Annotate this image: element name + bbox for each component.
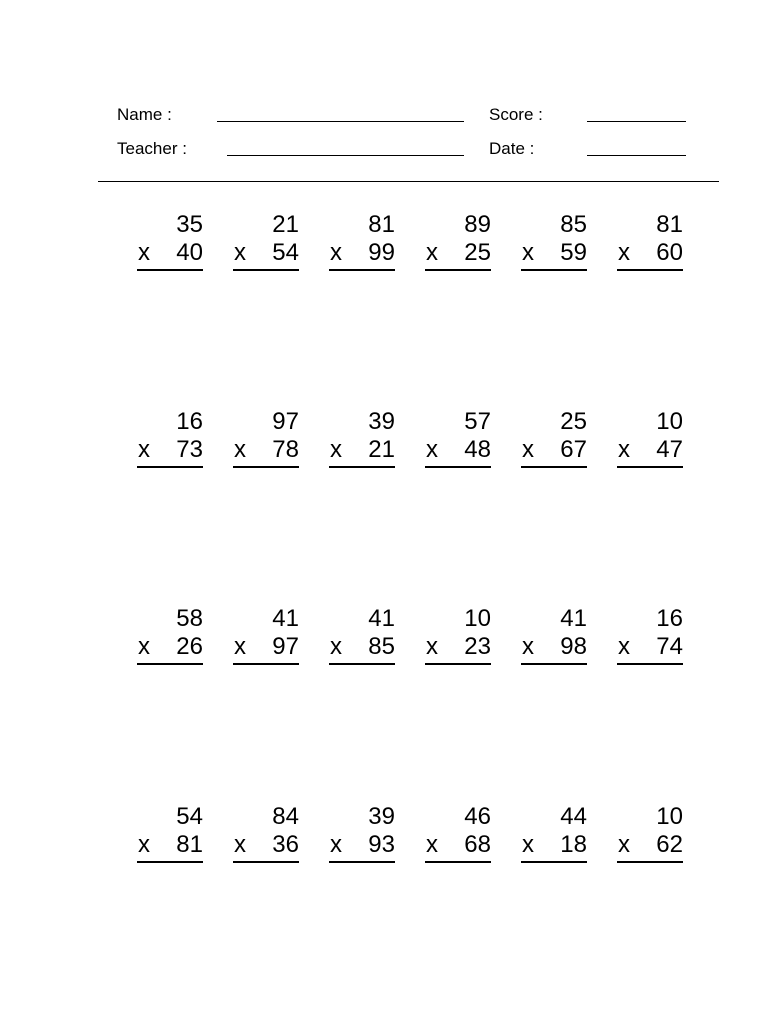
multiplier: 97 — [272, 633, 299, 660]
multiplication-problem — [425, 605, 491, 667]
multiplicand: 97 — [272, 408, 299, 435]
multiplicand: 35 — [176, 211, 203, 238]
times-sign: x — [234, 831, 246, 858]
multiplicand: 41 — [560, 605, 587, 632]
multiplication-problem — [425, 408, 491, 470]
answer-line[interactable] — [425, 861, 491, 863]
answer-line[interactable] — [329, 861, 395, 863]
answer-line[interactable] — [425, 466, 491, 468]
multiplication-problem — [521, 803, 587, 865]
multiplier: 74 — [656, 633, 683, 660]
multiplicand: 39 — [368, 803, 395, 830]
multiplication-problem — [617, 211, 683, 273]
multiplier: 48 — [464, 436, 491, 463]
multiplicand: 44 — [560, 803, 587, 830]
multiplier: 85 — [368, 633, 395, 660]
multiplication-problem — [521, 211, 587, 273]
multiplier: 62 — [656, 831, 683, 858]
multiplicand: 10 — [656, 408, 683, 435]
answer-line[interactable] — [521, 663, 587, 665]
times-sign: x — [138, 239, 150, 266]
multiplication-problem — [425, 803, 491, 865]
times-sign: x — [426, 239, 438, 266]
name-label: Name : — [117, 105, 172, 124]
multiplication-problem — [617, 605, 683, 667]
answer-line[interactable] — [233, 663, 299, 665]
multiplier: 25 — [464, 239, 491, 266]
multiplicand: 46 — [464, 803, 491, 830]
answer-line[interactable] — [137, 269, 203, 271]
answer-line[interactable] — [617, 663, 683, 665]
times-sign: x — [234, 436, 246, 463]
multiplicand: 81 — [368, 211, 395, 238]
multiplicand: 41 — [272, 605, 299, 632]
times-sign: x — [618, 239, 630, 266]
multiplier: 23 — [464, 633, 491, 660]
multiplicand: 58 — [176, 605, 203, 632]
times-sign: x — [522, 633, 534, 660]
multiplication-problem — [329, 605, 395, 667]
times-sign: x — [330, 436, 342, 463]
answer-line[interactable] — [521, 269, 587, 271]
times-sign: x — [138, 633, 150, 660]
times-sign: x — [426, 831, 438, 858]
multiplication-problem — [233, 211, 299, 273]
answer-line[interactable] — [521, 861, 587, 863]
times-sign: x — [234, 239, 246, 266]
multiplier: 67 — [560, 436, 587, 463]
multiplicand: 25 — [560, 408, 587, 435]
multiplier: 81 — [176, 831, 203, 858]
multiplier: 21 — [368, 436, 395, 463]
multiplication-problem — [137, 803, 203, 865]
multiplicand: 21 — [272, 211, 299, 238]
times-sign: x — [330, 831, 342, 858]
times-sign: x — [618, 436, 630, 463]
multiplier: 73 — [176, 436, 203, 463]
multiplication-problem — [521, 408, 587, 470]
multiplicand: 39 — [368, 408, 395, 435]
multiplication-problem — [137, 605, 203, 667]
multiplicand: 84 — [272, 803, 299, 830]
times-sign: x — [426, 436, 438, 463]
answer-line[interactable] — [425, 663, 491, 665]
multiplication-problem — [425, 211, 491, 273]
multiplicand: 41 — [368, 605, 395, 632]
answer-line[interactable] — [137, 663, 203, 665]
teacher-label: Teacher : — [117, 139, 187, 158]
answer-line[interactable] — [521, 466, 587, 468]
multiplication-problem — [329, 408, 395, 470]
multiplication-problem — [233, 408, 299, 470]
answer-line[interactable] — [425, 269, 491, 271]
multiplicand: 85 — [560, 211, 587, 238]
times-sign: x — [330, 633, 342, 660]
multiplicand: 10 — [656, 803, 683, 830]
answer-line[interactable] — [233, 269, 299, 271]
multiplication-problem — [233, 803, 299, 865]
times-sign: x — [330, 239, 342, 266]
answer-line[interactable] — [137, 861, 203, 863]
times-sign: x — [522, 831, 534, 858]
multiplier: 99 — [368, 239, 395, 266]
multiplication-problem — [329, 211, 395, 273]
multiplicand: 10 — [464, 605, 491, 632]
answer-line[interactable] — [329, 269, 395, 271]
multiplier: 54 — [272, 239, 299, 266]
multiplicand: 57 — [464, 408, 491, 435]
multiplicand: 81 — [656, 211, 683, 238]
answer-line[interactable] — [137, 466, 203, 468]
answer-line[interactable] — [329, 466, 395, 468]
multiplication-problem — [137, 408, 203, 470]
multiplier: 78 — [272, 436, 299, 463]
multiplication-problem — [137, 211, 203, 273]
multiplication-problem — [233, 605, 299, 667]
multiplier: 26 — [176, 633, 203, 660]
multiplier: 93 — [368, 831, 395, 858]
answer-line[interactable] — [329, 663, 395, 665]
answer-line[interactable] — [233, 466, 299, 468]
multiplier: 68 — [464, 831, 491, 858]
multiplier: 59 — [560, 239, 587, 266]
times-sign: x — [138, 436, 150, 463]
answer-line[interactable] — [233, 861, 299, 863]
answer-line[interactable] — [617, 269, 683, 271]
multiplication-problem — [617, 408, 683, 470]
answer-line[interactable] — [617, 466, 683, 468]
multiplicand: 54 — [176, 803, 203, 830]
multiplier: 60 — [656, 239, 683, 266]
multiplication-problem — [521, 605, 587, 667]
multiplicand: 16 — [176, 408, 203, 435]
times-sign: x — [138, 831, 150, 858]
multiplier: 36 — [272, 831, 299, 858]
multiplier: 47 — [656, 436, 683, 463]
times-sign: x — [234, 633, 246, 660]
answer-line[interactable] — [617, 861, 683, 863]
multiplier: 40 — [176, 239, 203, 266]
times-sign: x — [618, 633, 630, 660]
multiplicand: 89 — [464, 211, 491, 238]
date-label: Date : — [489, 139, 535, 158]
multiplier: 18 — [560, 831, 587, 858]
multiplicand: 16 — [656, 605, 683, 632]
multiplication-problem — [329, 803, 395, 865]
score-label: Score : — [489, 105, 543, 124]
multiplication-problem — [617, 803, 683, 865]
multiplier: 98 — [560, 633, 587, 660]
times-sign: x — [618, 831, 630, 858]
times-sign: x — [426, 633, 438, 660]
times-sign: x — [522, 436, 534, 463]
times-sign: x — [522, 239, 534, 266]
